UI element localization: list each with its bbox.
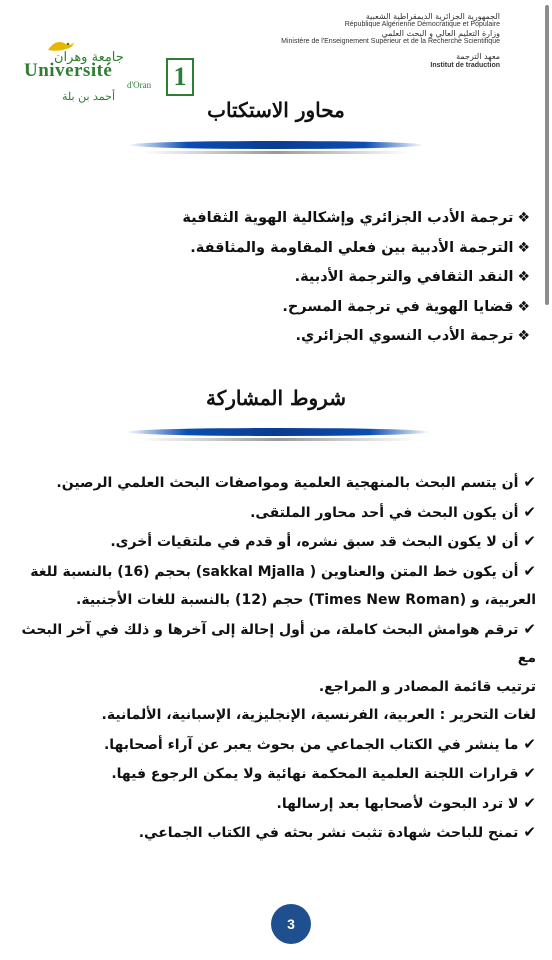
logo-latin-name: Université: [24, 60, 113, 81]
axes-list-item: ❖ترجمة الأدب النسوي الجزائري.: [295, 328, 530, 344]
condition-item: ✔قرارات اللجنة العلمية المحكمة نهائية ولا يمكن الرجوع فيها.: [111, 764, 536, 782]
logo-number: 1: [166, 58, 194, 96]
diamond-bullet-icon: ❖: [517, 210, 530, 226]
logo-arabic-name: جامعة وهران: [54, 50, 124, 65]
diamond-bullet-icon: ❖: [517, 298, 530, 315]
diamond-bullet-icon: ❖: [517, 239, 530, 256]
condition-item: ✔أن يكون خط المتن والعناوين ( sakkal Mjalla) بحجم (16) بالنسبة للغة: [30, 561, 536, 580]
condition-item: ✔ترقم هوامش البحث كاملة، من أول إحالة إلى آخرها و ذلك في آخر البحث مع: [21, 619, 536, 666]
check-icon: ✔: [523, 793, 536, 812]
condition-item: ✔أن يتسم البحث بالمنهجية العلمية ومواصفات البحث العلمي الرصين.: [56, 473, 536, 491]
check-icon: ✔: [523, 473, 536, 491]
check-icon: ✔: [523, 764, 536, 782]
condition-item-plain: لغات التحرير : العربية، الفرنسية، الإنجليزية، الإسبانية، الألمانية.: [101, 707, 536, 723]
axes-list-item: ❖ترجمة الأدب الجزائري وإشكالية الهوية الثقافية: [182, 210, 530, 226]
conditions-divider: [126, 428, 430, 436]
diamond-bullet-icon: ❖: [517, 269, 530, 285]
logo-arabic-subtitle: أحمد بن بلة: [62, 90, 116, 103]
ministry-header: [240, 12, 500, 70]
condition-item-continuation: العربية، و (Times New Roman) حجم (12) بالنسبة للغات الأجنبية.: [76, 592, 536, 608]
axes-list-item: ❖الترجمة الأدبية بين فعلي المقاومة والمثاقفة.: [190, 239, 530, 256]
axes-list-item: ❖النقد الثقافي والترجمة الأدبية.: [294, 269, 530, 285]
check-icon: ✔: [523, 502, 536, 521]
conditions-list: [16, 468, 536, 848]
axes-list: [50, 204, 530, 352]
axes-divider: [128, 141, 424, 149]
check-icon: ✔: [523, 734, 536, 753]
check-icon: ✔: [523, 561, 536, 580]
university-logo: [12, 14, 194, 102]
conditions-section-title: شروط المشاركة: [206, 386, 346, 410]
condition-item: ✔أن يكون البحث في أحد محاور الملتقى.: [250, 502, 536, 521]
diamond-bullet-icon: ❖: [517, 328, 530, 344]
institute-french: Institut de traduction: [430, 61, 500, 69]
check-icon: ✔: [523, 619, 536, 638]
page-number-badge: 3: [271, 904, 311, 944]
check-icon: ✔: [523, 823, 536, 841]
ministry-arabic: وزارة التعليم العالي و البحث العلمي: [381, 29, 500, 39]
logo-city: d'Oran: [127, 80, 152, 90]
condition-item: ✔ما ينشر في الكتاب الجماعي من بحوث يعبر عن آراء أصحابها.: [103, 734, 536, 753]
scrollbar[interactable]: [545, 5, 549, 305]
condition-item: ✔تمنح للباحث شهادة تثبت نشر بحثه في الكتاب الجماعي.: [138, 823, 536, 841]
axes-section-title: محاور الاستكتاب: [207, 98, 345, 122]
axes-list-item: ❖قضايا الهوية في ترجمة المسرح.: [282, 298, 530, 315]
republic-french: République Algérienne Démocratique et Populaire: [344, 21, 500, 29]
condition-item-continuation: ترتيب قائمة المصادر و المراجع.: [318, 678, 536, 695]
ministry-french: Ministère de l'Enseignement Supérieur et de la Recherche Scientifique: [281, 38, 500, 46]
condition-item: ✔لا ترد البحوث لأصحابها بعد إرسالها.: [276, 793, 536, 812]
institute-arabic: معهد الترجمة: [456, 52, 500, 62]
republic-arabic: الجمهورية الجزائرية الديمقراطية الشعبية: [365, 12, 500, 21]
condition-item: ✔أن لا يكون البحث قد سبق نشره، أو قدم في ملتقيات أخرى.: [110, 532, 536, 550]
check-icon: ✔: [523, 532, 536, 550]
